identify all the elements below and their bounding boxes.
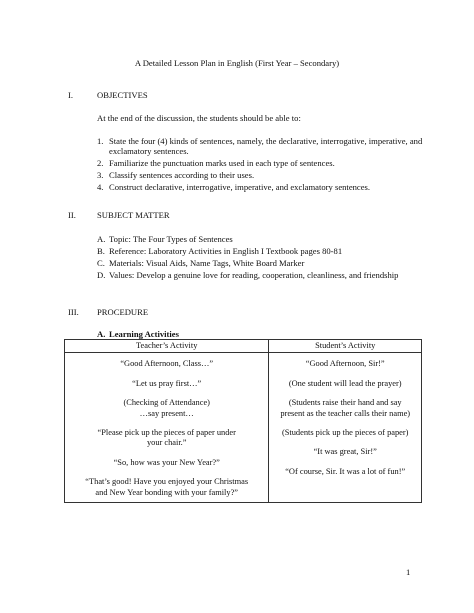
page-number: 1 [406, 567, 411, 577]
list-marker: C. [97, 258, 105, 268]
list-item-text: Construct declarative, interrogative, imperative, and exclamatory sentences. [109, 182, 371, 192]
list-item-text: Reference: Laboratory Activities in English I Textbook pages 80-81 [109, 246, 343, 256]
list-marker: B. [97, 246, 105, 256]
teacher-line: (Checking of Attendance) …say present… [123, 398, 210, 418]
list-marker: 1. [97, 136, 104, 146]
student-line: (One student will lead the prayer) [288, 378, 402, 388]
section-heading-subject-matter: SUBJECT MATTER [97, 210, 170, 220]
list-marker: A. [97, 234, 106, 244]
section-heading-objectives: OBJECTIVES [97, 90, 148, 100]
list-item-text: Materials: Visual Aids, Name Tags, White Board Marker [109, 258, 305, 268]
subheading-text: Learning Activities [109, 329, 179, 339]
list-marker: 3. [97, 170, 104, 180]
teacher-line: “Please pick up the pieces of paper under your chair.” [97, 428, 236, 448]
list-marker: 2. [97, 158, 104, 168]
section-number-procedure: III. [68, 307, 79, 317]
list-item-text: Familiarize the punctuation marks used in each type of sentences. [109, 158, 335, 168]
objective-item [97, 136, 431, 157]
student-line: (Students pick up the pieces of paper) [281, 428, 409, 438]
student-line: “It was great, Sir!” [313, 447, 377, 457]
section-number-subject-matter: II. [68, 210, 76, 220]
list-item-text: Topic: The Four Types of Sentences [109, 234, 233, 244]
objective-item [97, 158, 431, 168]
objective-item [97, 170, 431, 180]
table-header-row [65, 340, 422, 353]
list-marker: D. [97, 270, 106, 280]
objective-item [97, 182, 431, 192]
student-activity-header: Student’s Activity [269, 340, 422, 353]
student-activity-cell [269, 353, 422, 503]
subject-matter-item [97, 258, 431, 268]
teacher-line: “So, how was your New Year?” [113, 457, 220, 467]
student-line: “Good Afternoon, Sir!” [305, 359, 385, 369]
section-heading-procedure: PROCEDURE [97, 307, 149, 317]
teacher-line: “That’s good! Have you enjoyed your Christmas and New Year bonding with your family?” [85, 477, 249, 497]
teacher-activity-cell [65, 353, 269, 503]
teacher-activity-header: Teacher’s Activity [65, 340, 269, 353]
document-title: A Detailed Lesson Plan in English (First Year – Secondary) [134, 58, 340, 68]
section-number-objectives: I. [68, 90, 74, 100]
student-line: “Of course, Sir. It was a lot of fun!” [285, 466, 406, 476]
list-marker: A. [97, 329, 106, 339]
teacher-line: “Let us pray first…” [132, 378, 202, 388]
list-item-text: Values: Develop a genuine love for reading, cooperation, cleanliness, and friendship [109, 270, 399, 280]
list-item-text: Classify sentences according to their uses. [109, 170, 255, 180]
subject-matter-item [97, 270, 431, 280]
table-row [65, 353, 422, 503]
student-line: (Students raise their hand and say present as the teacher calls their name) [280, 398, 411, 418]
teacher-line: “Good Afternoon, Class…” [120, 359, 214, 369]
list-marker: 4. [97, 182, 104, 192]
objectives-intro: At the end of the discussion, the students should be able to: [97, 113, 301, 123]
subject-matter-item [97, 234, 431, 244]
subject-matter-item [97, 246, 431, 256]
learning-activities-table [64, 339, 422, 503]
list-item-text: State the four (4) kinds of sentences, namely, the declarative, interrogative, imperative, and exclamatory sentences. [109, 136, 423, 157]
